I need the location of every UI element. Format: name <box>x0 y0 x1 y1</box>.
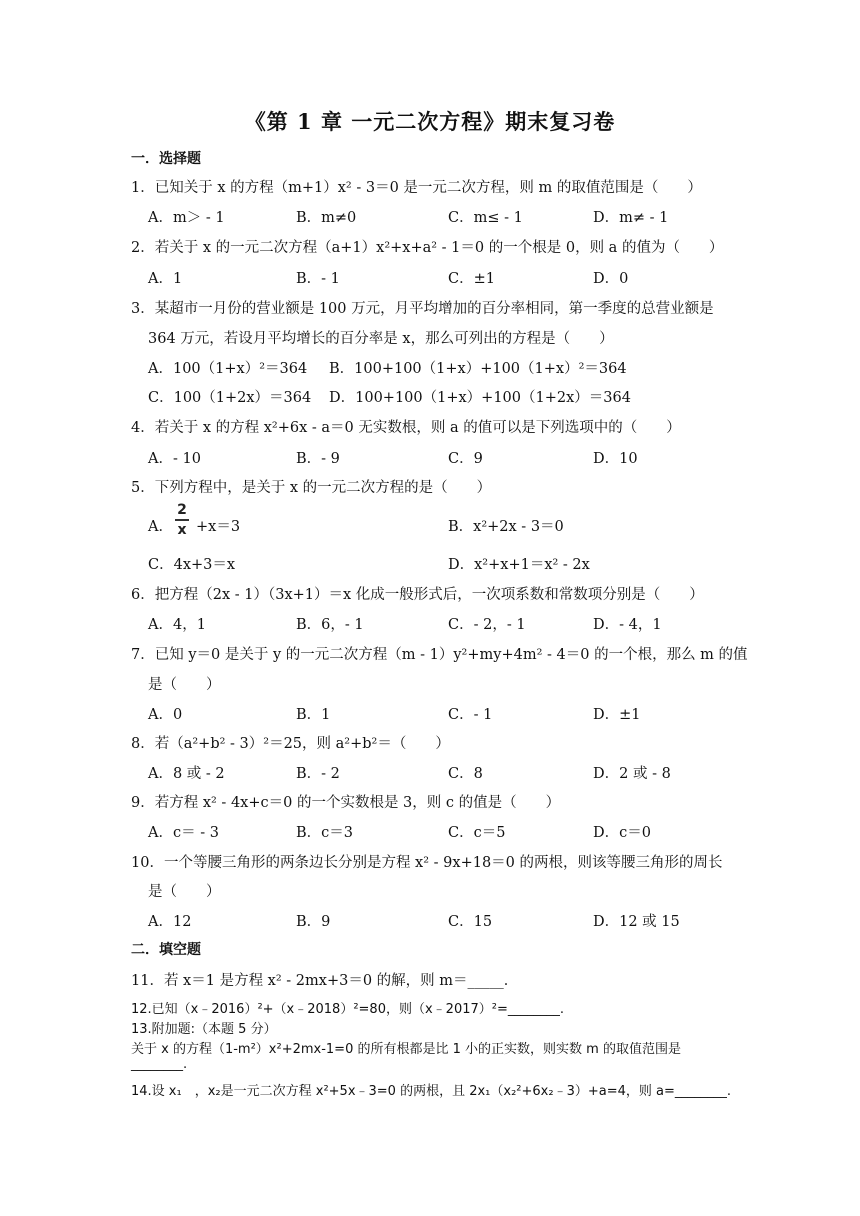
question-6: 6．把方程（2x ‑ 1）（3x+1）＝x 化成一般形式后，一次项系数和常数项分别是（ ） <box>131 587 704 603</box>
question-8: 8．若（a²+b² ‑ 3）²＝25，则 a²+b²＝（ ） <box>131 736 450 752</box>
section-heading-choice: 一．选择题 <box>131 151 201 167</box>
option-5a-rest: +x＝3 <box>196 519 241 535</box>
option-10d: D．12 或 15 <box>593 914 680 930</box>
option-9a: A．c＝ ‑ 3 <box>148 825 219 841</box>
question-3-cont: 364 万元，若设月平均增长的百分率是 x，那么可列出的方程是（ ） <box>148 331 614 347</box>
question-13-cont: ________. <box>131 1057 188 1072</box>
option-6b: B．6，‑ 1 <box>296 617 364 633</box>
option-10b: B．9 <box>296 914 331 930</box>
option-2a: A．1 <box>148 271 183 287</box>
question-13: 关于 x 的方程（1-m²）x²+2mx-1=0 的所有根都是比 1 小的正实数，则实数 m 的取值范围是 <box>131 1042 681 1057</box>
fraction-2-over-x <box>175 502 189 538</box>
option-1a: A．m＞ ‑ 1 <box>148 210 225 226</box>
question-11: 11．若 x＝1 是方程 x² ‑ 2mx+3＝0 的解，则 m＝_____． <box>131 973 519 989</box>
option-5d: D．x²+x+1＝x² ‑ 2x <box>448 557 590 573</box>
option-9d: D．c＝0 <box>593 825 651 841</box>
fraction-denominator: x <box>177 522 187 538</box>
option-5b: B．x²+2x ‑ 3＝0 <box>448 519 564 535</box>
option-3d: D．100+100（1+x）+100（1+2x）＝364 <box>329 390 631 406</box>
option-2c: C．±1 <box>448 271 495 287</box>
option-4c: C．9 <box>448 451 483 467</box>
option-8d: D．2 或 ‑ 8 <box>593 766 671 782</box>
option-4d: D．10 <box>593 451 638 467</box>
option-10c: C．15 <box>448 914 493 930</box>
option-7b: B．1 <box>296 707 331 723</box>
option-3b: B．100+100（1+x）+100（1+x）²＝364 <box>329 361 627 377</box>
question-10-cont: 是（ ） <box>148 884 221 900</box>
option-3a: A．100（1+x）²＝364 <box>148 361 308 377</box>
question-5: 5．下列方程中，是关于 x 的一元二次方程的是（ ） <box>131 480 492 496</box>
option-2b: B．‑ 1 <box>296 271 340 287</box>
option-6d: D．‑ 4，1 <box>593 617 662 633</box>
fraction-bar <box>175 519 189 521</box>
option-8b: B．‑ 2 <box>296 766 340 782</box>
option-1c: C．m≤ ‑ 1 <box>448 210 523 226</box>
fraction-numerator: 2 <box>177 502 187 518</box>
question-1: 1．已知关于 x 的方程（m+1）x² ‑ 3＝0 是一元二次方程，则 m 的取值范围是（ ） <box>131 180 702 196</box>
question-7: 7．已知 y＝0 是关于 y 的一元二次方程（m ‑ 1）y²+my+4m² ‑ 4＝0 的一个根，那么 m 的值 <box>131 647 748 663</box>
option-8c: C．8 <box>448 766 483 782</box>
question-10: 10．一个等腰三角形的两条边长分别是方程 x² ‑ 9x+18＝0 的两根，则该等腰三角形的周长 <box>131 855 723 871</box>
page-title: 《第 1 章 一元二次方程》期末复习卷 <box>244 109 616 134</box>
option-8a: A．8 或 ‑ 2 <box>148 766 225 782</box>
option-5c: C．4x+3＝x <box>148 557 236 573</box>
option-10a: A．12 <box>148 914 192 930</box>
question-4: 4．若关于 x 的方程 x²+6x ‑ a＝0 无实数根，则 a 的值可以是下列选项中的（ ） <box>131 420 681 436</box>
option-6c: C．‑ 2，‑ 1 <box>448 617 526 633</box>
question-7-cont: 是（ ） <box>148 677 221 693</box>
option-1b: B．m≠0 <box>296 210 357 226</box>
option-7a: A．0 <box>148 707 183 723</box>
option-2d: D．0 <box>593 271 629 287</box>
option-7c: C．‑ 1 <box>448 707 493 723</box>
option-4a: A．‑ 10 <box>148 451 201 467</box>
question-12: 12.已知（x﹣2016）²+（x﹣2018）²=80，则（x﹣2017）²=________. <box>131 1002 564 1017</box>
option-4b: B．‑ 9 <box>296 451 340 467</box>
option-6a: A．4，1 <box>148 617 206 633</box>
option-9b: B．c＝3 <box>296 825 354 841</box>
question-9: 9．若方程 x² ‑ 4x+c＝0 的一个实数根是 3，则 c 的值是（ ） <box>131 795 561 811</box>
question-2: 2．若关于 x 的一元二次方程（a+1）x²+x+a² ‑ 1＝0 的一个根是 0，则 a 的值为（ ） <box>131 240 724 256</box>
option-1d: D．m≠ ‑ 1 <box>593 210 669 226</box>
question-13-heading: 13.附加题:（本题 5 分） <box>131 1022 277 1037</box>
option-5a-label: A． <box>148 519 173 535</box>
option-7d: D．±1 <box>593 707 641 723</box>
section-heading-fill: 二．填空题 <box>131 942 201 958</box>
option-9c: C．c＝5 <box>448 825 506 841</box>
question-3: 3．某超市一月份的营业额是 100 万元，月平均增加的百分率相同，第一季度的总营业额是 <box>131 301 714 317</box>
question-14: 14.设 x₁ ，x₂是一元二次方程 x²+5x﹣3=0 的两根，且 2x₁（x₂²+6x₂﹣3）+a=4，则 a=________. <box>131 1084 731 1099</box>
option-3c: C．100（1+2x）＝364 <box>148 390 312 406</box>
